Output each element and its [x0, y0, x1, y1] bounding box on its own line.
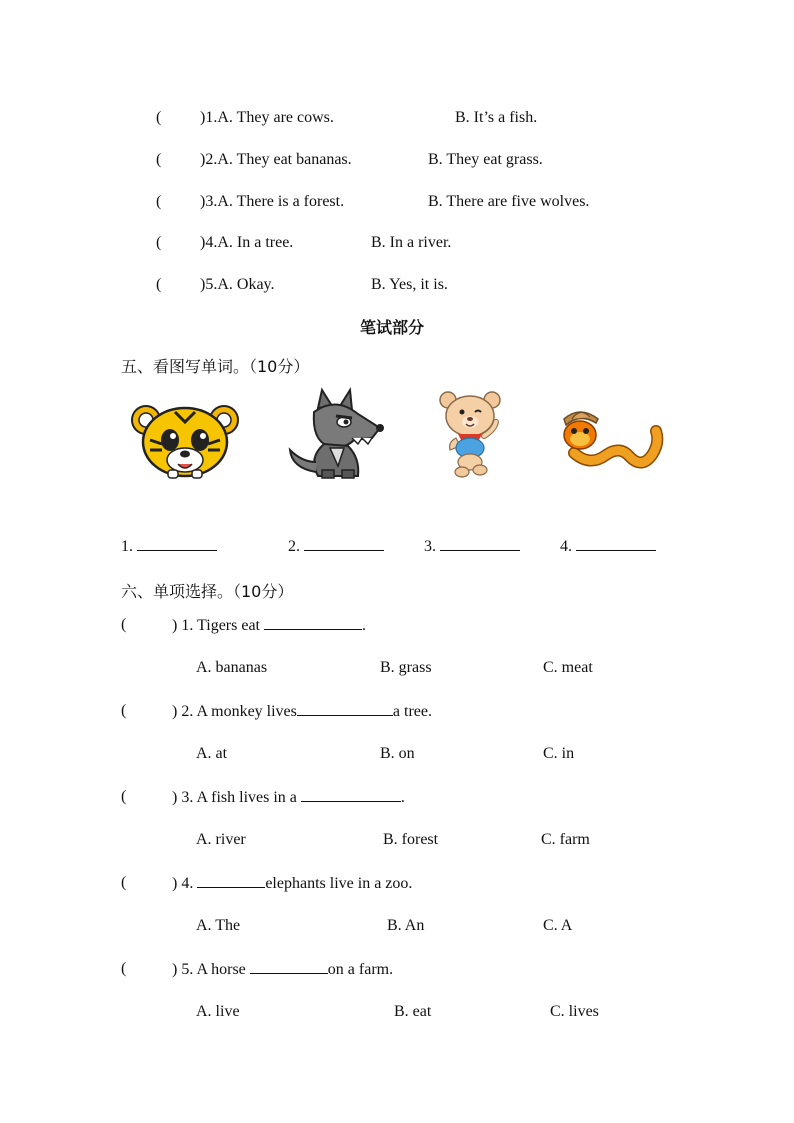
option-c[interactable]: C. meat: [543, 659, 593, 676]
listening-option-a: )2.A. They eat bananas.: [200, 151, 352, 168]
option-a[interactable]: A. bananas: [196, 659, 268, 676]
listening-option-a: )1.A. They are cows.: [200, 109, 334, 126]
answer-paren[interactable]: (: [121, 788, 127, 805]
listening-option-b: B. There are five wolves.: [428, 193, 590, 210]
answer-paren[interactable]: (: [121, 874, 127, 891]
option-a[interactable]: A. river: [196, 831, 246, 848]
question-stem: ) 1. Tigers eat .: [172, 617, 366, 634]
section5-heading: 五、看图写单词。（10分）: [121, 357, 310, 376]
option-b[interactable]: B. An: [387, 917, 425, 934]
option-b[interactable]: B. on: [380, 745, 415, 762]
option-c[interactable]: C. A: [543, 917, 573, 934]
option-b[interactable]: B. grass: [380, 659, 432, 676]
listening-option-a: )3.A. There is a forest.: [200, 193, 345, 210]
bear-icon: [438, 390, 502, 478]
picture-answer-1[interactable]: 1.: [121, 536, 217, 557]
answer-paren[interactable]: (: [156, 151, 162, 168]
option-c[interactable]: C. farm: [541, 831, 590, 848]
answer-paren[interactable]: (: [121, 960, 127, 977]
picture-answer-3[interactable]: 3.: [424, 536, 520, 557]
picture-answer-4[interactable]: 4.: [560, 536, 656, 557]
picture-answer-2[interactable]: 2.: [288, 536, 384, 557]
answer-paren[interactable]: (: [156, 276, 162, 293]
option-c[interactable]: C. lives: [550, 1003, 599, 1020]
answer-paren[interactable]: (: [156, 193, 162, 210]
option-c[interactable]: C. in: [543, 745, 575, 762]
listening-option-a: )4.A. In a tree.: [200, 234, 294, 251]
answer-paren[interactable]: (: [121, 702, 127, 719]
question-stem: ) 3. A fish lives in a .: [172, 789, 405, 806]
option-a[interactable]: A. live: [196, 1003, 240, 1020]
option-b[interactable]: B. eat: [394, 1003, 432, 1020]
question-stem: ) 4. elephants live in a zoo.: [172, 875, 413, 892]
snake-icon: [560, 405, 665, 471]
tiger-icon: [130, 400, 240, 480]
question-stem: ) 5. A horse on a farm.: [172, 961, 394, 978]
question-stem: ) 2. A monkey lives a tree.: [172, 703, 432, 720]
section6-heading: 六、单项选择。（10分）: [121, 582, 294, 601]
listening-option-b: B. In a river.: [371, 234, 452, 251]
written-part-title: 笔试部分: [360, 318, 425, 337]
option-a[interactable]: A. The: [196, 917, 241, 934]
listening-option-b: B. Yes, it is.: [371, 276, 448, 293]
answer-paren[interactable]: (: [121, 616, 127, 633]
option-b[interactable]: B. forest: [383, 831, 439, 848]
answer-paren[interactable]: (: [156, 234, 162, 251]
listening-option-a: )5.A. Okay.: [200, 276, 275, 293]
listening-option-b: B. It’s a fish.: [455, 109, 538, 126]
wolf-icon: [288, 388, 383, 480]
listening-option-b: B. They eat grass.: [428, 151, 543, 168]
answer-paren[interactable]: (: [156, 109, 162, 126]
option-a[interactable]: A. at: [196, 745, 228, 762]
